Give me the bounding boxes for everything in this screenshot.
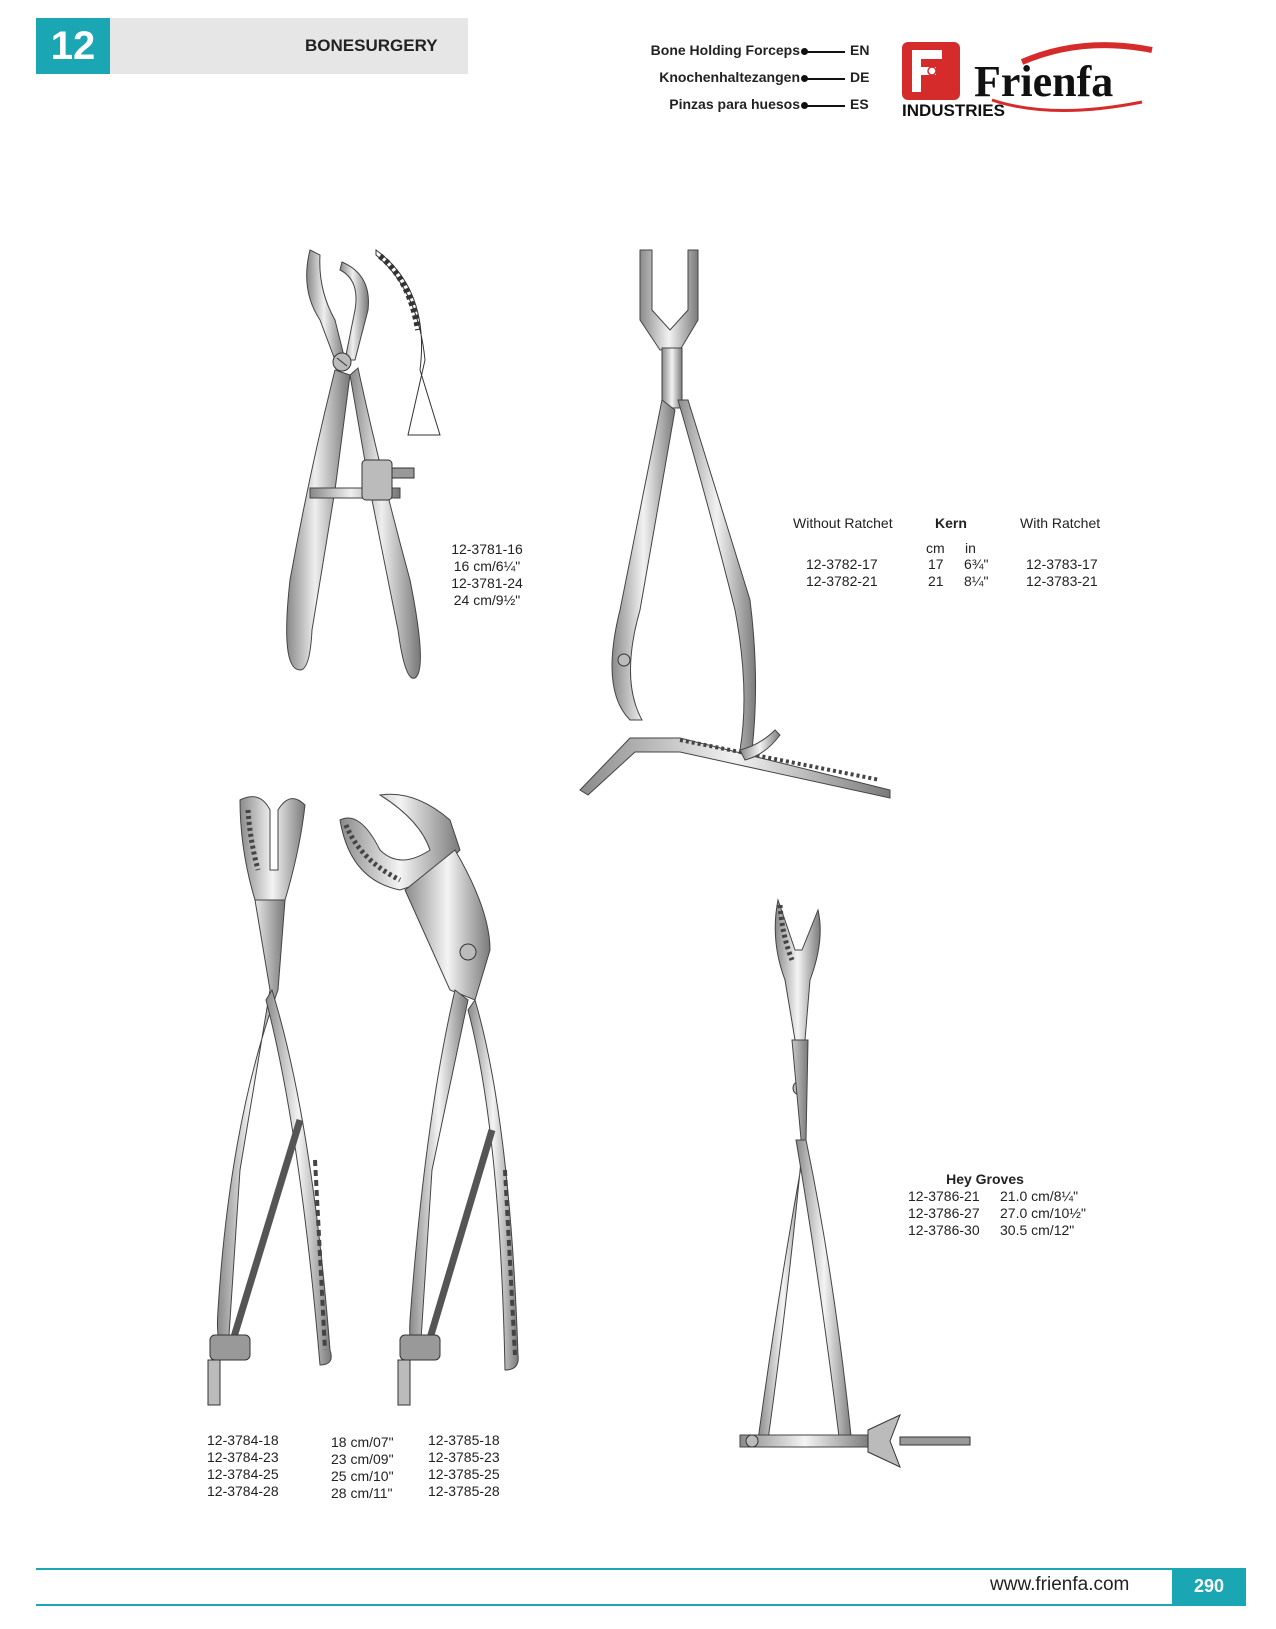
product-code: 12-3784-18 (207, 1432, 279, 1448)
page-number: 290 (1172, 1568, 1246, 1604)
connector-line (805, 51, 845, 53)
hey-groves-title: Hey Groves (946, 1171, 1024, 1187)
kern-without-header: Without Ratchet (793, 515, 893, 531)
hey-groves-row-1-code: 12-3786-21 (908, 1188, 980, 1204)
chapter-title: BONESURGERY (305, 36, 438, 55)
product-code: 12-3785-18 (428, 1432, 500, 1448)
bone-forceps-3784-3785-illustration (200, 790, 550, 1420)
hey-groves-row-3-size: 30.5 cm/12" (1000, 1222, 1075, 1238)
language-name: Knochenhaltezangen (659, 69, 800, 85)
logo-brand-text: Frienfa (974, 57, 1114, 106)
hey-groves-row-1-size: 21.0 cm/8¼" (1000, 1188, 1079, 1204)
product-size: 28 cm/11" (331, 1485, 393, 1501)
product-3785-codes (428, 1432, 500, 1500)
connector-line (805, 78, 845, 80)
footer-divider-bottom (36, 1604, 1246, 1606)
footer-website-link[interactable]: www.frienfa.com (990, 1574, 1130, 1595)
language-code: DE (850, 69, 870, 85)
product-3784-sizes (331, 1434, 394, 1502)
kern-row-2-in: 8¼" (964, 573, 989, 589)
product-3781-info (447, 541, 527, 609)
kern-title: Kern (935, 515, 967, 531)
kern-row-2-cm: 21 (928, 573, 944, 589)
logo-graphic (902, 40, 1176, 126)
language-row-de (560, 69, 890, 89)
footer-divider-top (36, 1568, 1246, 1570)
product-code: 12-3785-25 (428, 1466, 500, 1482)
language-row-en (560, 42, 890, 62)
product-size: 18 cm/07" (331, 1434, 394, 1450)
hey-groves-row-2-size: 27.0 cm/10½" (1000, 1205, 1086, 1221)
product-code: 12-3785-23 (428, 1449, 500, 1465)
language-row-es (560, 96, 890, 116)
chapter-number: 12 (36, 18, 110, 74)
language-name: Pinzas para huesos (669, 96, 800, 112)
product-code: 12-3784-23 (207, 1449, 279, 1465)
product-size: 16 cm/6¼" (453, 558, 521, 574)
product-code: 12-3784-25 (207, 1466, 279, 1482)
hey-groves-row-2-code: 12-3786-27 (908, 1205, 980, 1221)
kern-row-2-without: 12-3782-21 (806, 573, 878, 589)
kern-row-1-without: 12-3782-17 (806, 556, 878, 572)
kern-row-1-with: 12-3783-17 (1026, 556, 1098, 572)
kern-unit-cm: cm (926, 540, 945, 556)
product-3784-codes (207, 1432, 279, 1500)
product-size: 25 cm/10" (331, 1468, 394, 1484)
brand-logo (902, 40, 1176, 126)
language-code: ES (850, 96, 869, 112)
kern-unit-in: in (965, 540, 976, 556)
kern-row-2-with: 12-3783-21 (1026, 573, 1098, 589)
kern-with-header: With Ratchet (1020, 515, 1101, 531)
product-size: 24 cm/9½" (453, 592, 521, 608)
product-code: 12-3785-28 (428, 1483, 500, 1499)
product-code: 12-3781-16 (451, 541, 523, 557)
logo-sub-text: INDUSTRIES (902, 101, 1005, 120)
kern-row-1-in: 6¾" (964, 556, 989, 572)
product-code: 12-3784-28 (207, 1483, 279, 1499)
product-code: 12-3781-24 (451, 575, 523, 591)
hey-groves-row-3-code: 12-3786-30 (908, 1222, 980, 1238)
bone-forceps-3781-illustration (280, 250, 480, 690)
language-code: EN (850, 42, 870, 58)
product-size: 23 cm/09" (331, 1451, 394, 1467)
language-name: Bone Holding Forceps (650, 42, 800, 58)
kern-row-1-cm: 17 (928, 556, 944, 572)
connector-line (805, 105, 845, 107)
